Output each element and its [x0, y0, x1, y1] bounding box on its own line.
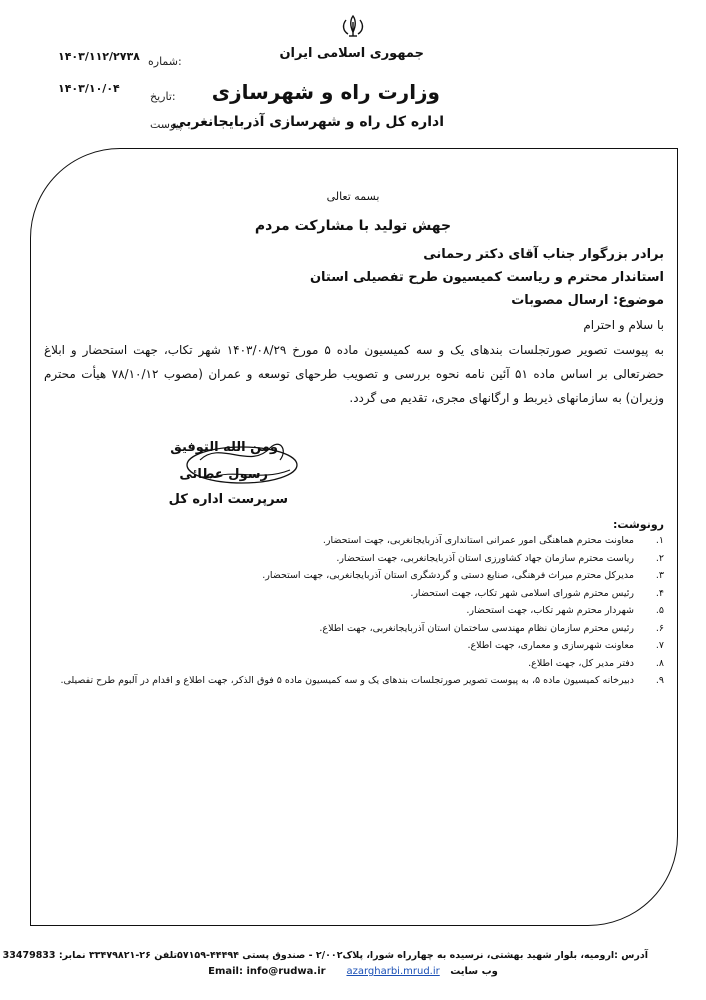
signatory-name: رسول عطائی	[179, 467, 268, 482]
footer-contact	[0, 966, 706, 977]
number-value: ۱۴۰۳/۱۱۲/۲۷۳۸	[58, 50, 140, 63]
date-value: ۱۴۰۳/۱۰/۰۴	[58, 82, 120, 95]
footer-website-link[interactable]: azargharbi.mrud.ir	[346, 966, 440, 977]
number-label: شماره:	[148, 55, 182, 68]
attachment-label: پیوست	[150, 118, 183, 131]
cc-list	[44, 532, 664, 690]
cc-item: ۸. دفتر مدیر کل، جهت اطلاع.	[528, 657, 664, 669]
signatory-title: سرپرست اداره کل	[168, 492, 288, 507]
recipient-title: استاندار محترم و ریاست کمیسیون طرح تفصیلی استان	[309, 270, 664, 285]
year-slogan: جهش تولید با مشارکت مردم	[254, 218, 452, 234]
bismillah: بسمه تعالی	[326, 190, 380, 203]
letter-body: به پیوست تصویر صورتجلسات بندهای یک و سه کمیسیون ماده ۵ مورخ ۱۴۰۳/۰۸/۲۹ شهر تکاب، جهت استحضار و ابلاغ حضرتعالی بر اساس ماده ۵۱ آئین نامه نحوه بررسی و تصویب طرحهای توسعه و عمران (مصوب ۷۸/۱۰/۱۲ هیأت محترم وزیران) به سازمانهای ذیربط و ارگانهای مجری، تقدیم می گردد.	[44, 343, 665, 405]
republic-title: جمهوری اسلامی ایران	[279, 46, 424, 61]
cc-item: ۱. معاونت محترم هماهنگی امور عمرانی استانداری آذربایجانغربی، جهت استحضار.	[322, 535, 664, 546]
footer-email[interactable]: Email: info@rudwa.ir	[208, 966, 326, 977]
cc-item: ۴. رئیس محترم شورای اسلامی شهر تکاب، جهت استحضار.	[410, 587, 664, 599]
recipient-name: برادر بزرگوار جناب آقای دکتر رحمانی	[423, 247, 664, 262]
signature-closing: ومن الله التوفیق	[170, 440, 278, 455]
cc-item: ۹. دبیرخانه کمیسیون ماده ۵، به پیوست تصویر صورتجلسات بندهای یک و سه کمیسیون ماده ۵ فوق الذکر، جهت اطلاع و اقدام در آلبوم طرح تفصیلی.	[60, 675, 664, 686]
greeting: با سلام و احترام	[583, 318, 664, 332]
cc-item: ۵. شهردار محترم شهر تکاب، جهت استحضار.	[466, 605, 664, 616]
iran-emblem-icon	[340, 14, 366, 38]
cc-item: ۲. ریاست محترم سازمان جهاد کشاورزی استان آذربایجانغربی، جهت استحضار.	[336, 552, 664, 564]
ministry-title: وزارت راه و شهرسازی	[211, 80, 440, 104]
footer-website-label: وب سایت	[450, 966, 498, 977]
footer-address: آدرس :ارومیه، بلوار شهید بهشتی، نرسیده به چهارراه شورا، پلاک۲/۰۰۲ - صندوق پستی ۴۴۴۹۴-۵۷۱۵۹تلفن ۲۶-۳۳۴۷۹۸۲۱ نمابر: 33479833	[2, 950, 648, 961]
cc-item: ۷. معاونت شهرسازی و معماری، جهت اطلاع.	[467, 640, 664, 651]
cc-item: ۶. رئیس محترم سازمان نظام مهندسی ساختمان استان آذربایجانغربی، جهت اطلاع.	[319, 622, 664, 634]
office-title: اداره کل راه و شهرسازی آذربایجانغربی	[171, 114, 444, 130]
date-label: تاریخ:	[150, 90, 176, 103]
cc-title: رونوشت:	[612, 518, 664, 531]
cc-item: ۳. مدیرکل محترم میراث فرهنگی، صنایع دستی و گردشگری استان آذربایجانغربی، جهت استحضار.	[262, 570, 664, 581]
subject-line: موضوع: ارسال مصوبات	[511, 293, 664, 308]
